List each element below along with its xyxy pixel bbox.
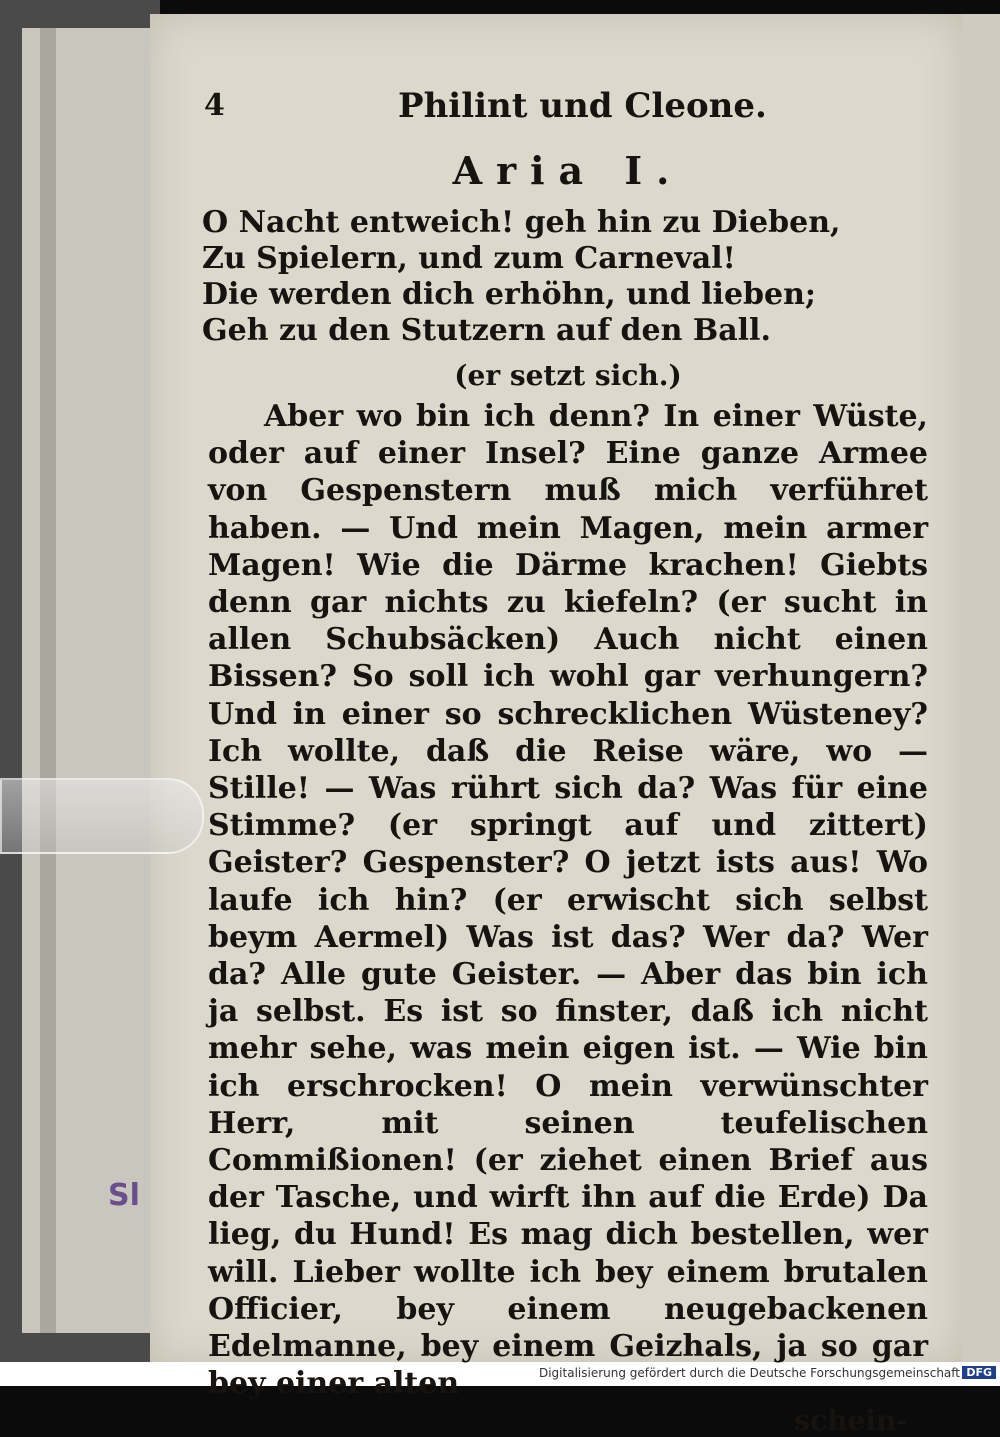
dfg-logo: DFG: [962, 1366, 996, 1379]
board-spine-strip: [40, 28, 56, 1333]
prose-paragraph: [208, 398, 928, 1402]
page-text-block: [202, 84, 928, 1437]
prose-text: Aber wo bin ich denn? In einer Wüste, oder auf einer Insel? Eine ganze Armee von Gespenstern muß mich verführet haben. — Und mein Magen, mein armer Magen! Wie die Därme krachen! Giebts denn gar nichts zu kiefeln? (er sucht in allen Schubsäcken) Auch nicht einen Bissen? So soll ich wohl gar verhungern? Und in einer so schrecklichen Wüsteney? Ich wollte, daß die Reise wäre, wo — Stille! — Was rührt sich da? Was für eine Stimme? (er springt auf und zittert) Geister? Gespenster? O jetzt ists aus! Wo laufe ich hin? (er erwischt sich selbst beym Aermel) Was ist das? Wer da? Wer da? Alle gute Geister. — Aber das bin ich ja selbst. Es ist so finster, daß ich nicht mehr sehe, was mein eigen ist. — Wie bin ich erschrocken! O mein verwünschter Herr, mit seinen teufelischen Commißionen! (er ziehet einen Brief aus der Tasche, und wirft ihn auf die Erde) Da lieg, du Hund! Es mag dich bestellen, wer will. Lieber wollte ich bey einem brutalen Officier, bey einem neugebackenen Edelmanne, bey einem Geizhals, ja so gar bey einer alten: [208, 399, 928, 1402]
shelfmark-stamp: Sl: [108, 1178, 140, 1213]
verse-line: Die werden dich erhöhn, und lieben;: [202, 277, 816, 312]
glass-page-weight: [0, 778, 204, 854]
facing-page-edge: [962, 14, 1000, 1364]
stage-direction: (er setzt sich.): [454, 359, 682, 392]
page-header: [204, 84, 928, 134]
backing-board: [0, 0, 160, 1362]
aria-heading: Aria I.: [452, 148, 684, 193]
funding-credit: Digitalisierung gefördert durch die Deutsche Forschungsgemeinschaft: [538, 1366, 960, 1380]
page-number: 4: [204, 88, 225, 123]
verse-line: Zu Spielern, und zum Carneval!: [202, 241, 736, 276]
verse-line: Geh zu den Stutzern auf den Ball.: [202, 313, 771, 348]
verse-block: [202, 205, 928, 349]
catchword: schein-: [794, 1404, 908, 1437]
verse-line: O Nacht entweich! geh hin zu Dieben,: [202, 205, 841, 240]
running-title: Philint und Cleone.: [398, 86, 767, 126]
